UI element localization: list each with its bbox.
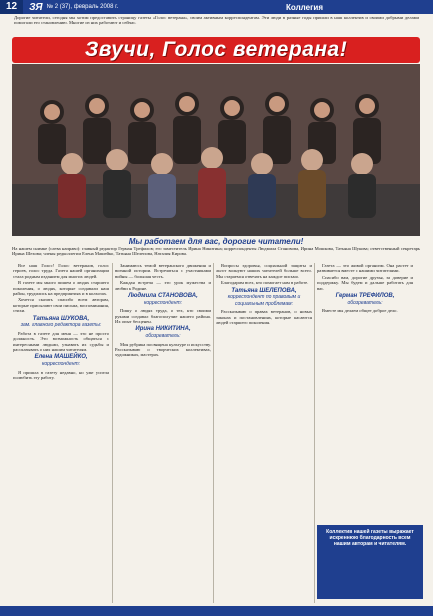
author-name: Герман ТРЕФИЛОВ, bbox=[335, 293, 395, 300]
photo-caption bbox=[12, 237, 420, 263]
author-role: обозреватель: bbox=[145, 333, 181, 340]
author-signature bbox=[115, 326, 211, 339]
paragraph: Моя рубрика посвящена культуре и искусству. Рассказываю о творческих коллективах, художниках, мастерах. bbox=[115, 341, 211, 358]
column-rule bbox=[112, 263, 113, 603]
author-role: зам. главного редактора газеты: bbox=[20, 322, 102, 329]
paragraph: Занимаюсь темой ветеранского движения и военной истории. Встречаться с участниками войны — большая честь. bbox=[115, 263, 211, 279]
article-column-2 bbox=[115, 263, 211, 603]
group-photo bbox=[12, 64, 420, 236]
paragraph: Вопросы здоровья, социальной защиты и льгот волнуют наших читателей больше всего. Мы стараемся отвечать на каждое письмо. bbox=[216, 263, 312, 279]
paragraph: Хочется сказать спасибо всем авторам, которые присылают свои письма, воспоминания, стихи. bbox=[13, 297, 109, 314]
paragraph: Благодарим всех, кто помогает нам в работе. bbox=[221, 280, 309, 286]
author-signature bbox=[216, 288, 312, 308]
intro-text: Дорогие читатели, сегодня мы хотим предоставить страницу газеты «Голос ветерана», своим активным корреспондентам. Эти люди в разные годы пришли в наш коллектив и своими добрыми делами помогали его становлению. Многие из них работают и сейчас. bbox=[14, 15, 419, 26]
author-role: корреспондент: bbox=[143, 299, 183, 306]
author-name: Людмила СТАНОВОВА, bbox=[128, 293, 198, 300]
paragraph: Пишу о людях труда, о тех, кто своими руками создавал благополучие нашего района. Их опыт бесценен. bbox=[115, 308, 211, 325]
paragraph: Спасибо вам, дорогие друзья, за доверие и поддержку. Мы будем и дальше работать для вас. bbox=[317, 274, 413, 291]
author-signature bbox=[317, 293, 413, 306]
author-name: Елена МАШЕЙКО, bbox=[34, 354, 88, 361]
paragraph: Все наш Голос! Голос ветеранов, голос героев, голос труда. Газета нашей организации стала родным изданием для многих людей. bbox=[13, 263, 109, 279]
author-role: обозреватель: bbox=[347, 299, 383, 306]
author-signature bbox=[13, 316, 109, 329]
newspaper-logo: ЗЯ bbox=[29, 1, 43, 13]
paragraph: Рассказываю о правах ветеранов, о новых законах и постановлениях, которые касаются людей старшего поколения. bbox=[216, 309, 312, 326]
rubric-title: Коллегия bbox=[286, 2, 323, 12]
author-name: Татьяна ШЕЛЕПОВА, bbox=[231, 287, 297, 294]
author-role: корреспондент по правовым и социальным проблемам: bbox=[227, 294, 301, 307]
author-name: Ирина НИКИТИНА, bbox=[135, 326, 191, 333]
paragraph: Работа в газете для меня — это не просто должность. Это возможность общаться с интересными людьми, узнавать их судьбы и рассказывать о них нашим читателям. bbox=[13, 330, 109, 353]
paragraph: В газете мы много пишем о людях старшего поколения, о людях, которые создавали наш район, трудились на предприятиях и в колхозах. bbox=[13, 280, 109, 297]
paragraph: Вместе мы делаем общее доброе дело. bbox=[322, 308, 398, 314]
caption-slogan: Мы работаем для вас, дорогие читатели! bbox=[128, 237, 304, 246]
paragraph: Газета — это живой организм. Она растет и развивается вместе с нашими читателями. bbox=[317, 263, 413, 274]
issue-info: № 2 (37), февраль 2008 г. bbox=[46, 4, 119, 10]
group-photo-illustration bbox=[12, 64, 420, 236]
paragraph: Я пришла в газету недавно, но уже успела полюбить эту работу. bbox=[13, 369, 109, 381]
author-name: Татьяна ШУКОВА, bbox=[32, 315, 90, 322]
article-column-4 bbox=[317, 263, 413, 443]
headline: Звучи, Голос ветерана! bbox=[84, 38, 348, 61]
caption-text: На нашем снимке (слева направо): главный редактор Герман Трефилов; его заместитель Ирина Никитина; корреспонденты Людмила Становова, Ирина Мошкова, Татьяна Шукова; ответственный секретарь Ирина Шехова; члены редколлегии Елена Машейко, Татьяна Шелепова, Наталия Кирова. bbox=[12, 246, 420, 257]
column-rule bbox=[314, 263, 315, 603]
author-role: корреспондент: bbox=[41, 361, 81, 368]
page-header bbox=[0, 0, 433, 14]
page-footer bbox=[0, 606, 433, 616]
author-signature bbox=[13, 354, 109, 367]
column-rule bbox=[213, 263, 214, 603]
page-number: 12 bbox=[0, 0, 23, 14]
thanks-box: Коллектив нашей газеты выражает искреннюю благодарность всем нашим авторам и читателям. bbox=[317, 525, 423, 599]
headline-banner bbox=[12, 37, 420, 63]
paragraph: Каждая встреча — это урок мужества и любви к Родине. bbox=[115, 280, 211, 291]
article-column-1 bbox=[13, 263, 109, 603]
author-signature bbox=[115, 293, 211, 306]
article-column-3 bbox=[216, 263, 312, 603]
